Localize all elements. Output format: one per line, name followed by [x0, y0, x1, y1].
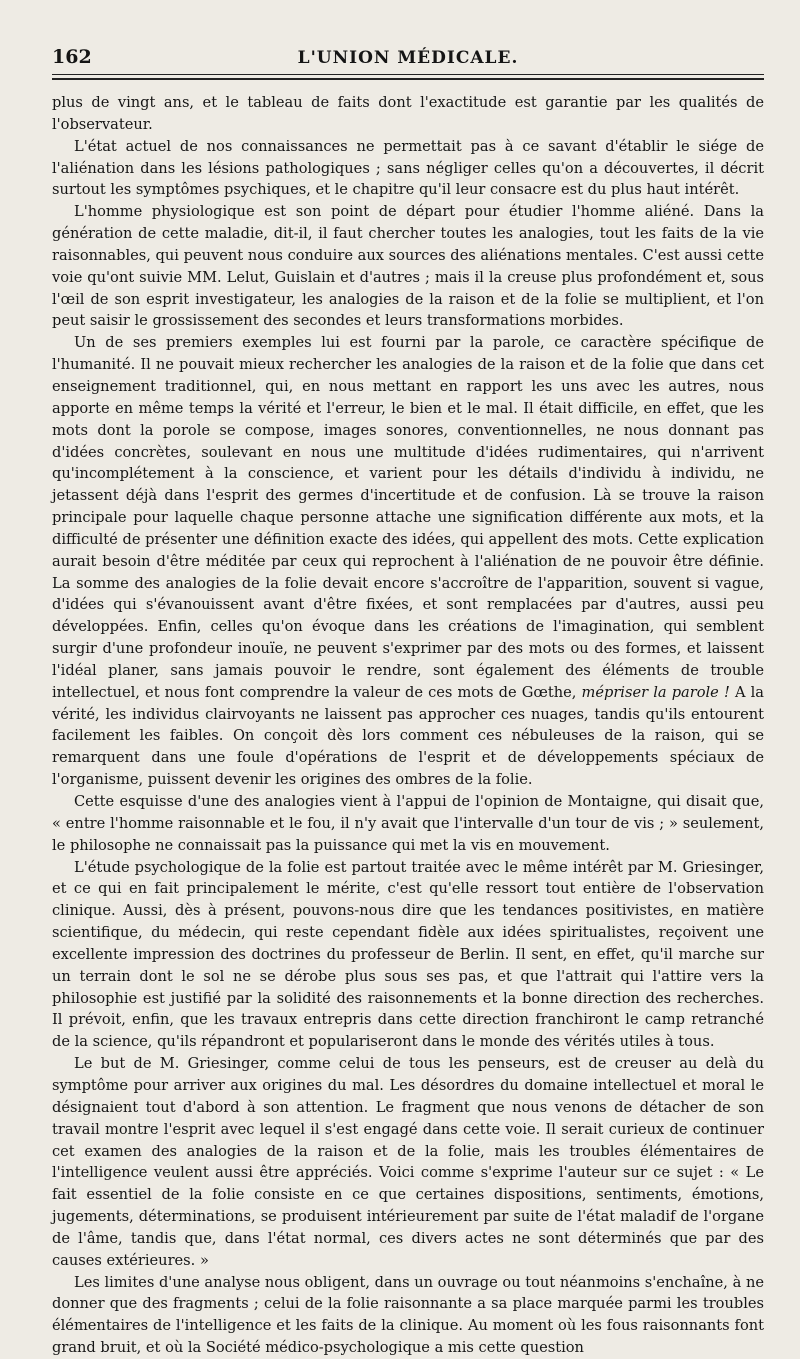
paragraph: Les limites d'une analyse nous obligent, dans un ouvrage ou tout néanmoins s'enchaîne, à ne donner que des fragments ; celui de la folie raisonnante a sa place marquée parmi les troubles élémentaires de l'intelligence et les faits de la clinique. Au moment où les fous raisonnants font grand bruit, et où la Société médico-psychologique a mis cette question [52, 1273, 764, 1357]
paragraph: L'état actuel de nos connaissances ne permettait pas à ce savant d'établir le siége de l'aliénation dans les lésions pathologiques ; sans négliger celles qu'on a découvertes, il décrit surtout les symptômes psychiques, et le chapitre qu'il leur consacre est du plus haut intérêt. [52, 137, 764, 199]
paragraph: Cette esquisse d'une des analogies vient à l'appui de l'opinion de Montaigne, qui disait que, « entre l'homme raisonnable et le fou, il n'y avait que l'intervalle d'un tour de vis ; » seulement, le philosophe ne connaissait pas la puissance qui met la vis en mouvement. [52, 793, 764, 854]
italic-quote: mépriser la parole ! [581, 683, 730, 701]
page-header [52, 44, 764, 75]
header-rule [52, 78, 764, 80]
paragraph: Un de ses premiers exemples lui est fourni par la parole, ce caractère spécifique de l'humanité. Il ne pouvait mieux rechercher les analogies de la raison et de la folie que dans cet enseignement traditionnel, qui, en nous mettant en rapport les uns avec les autres, nous apporte en même temps la vérité et l'erreur, le bien et le mal. Il était difficile, en effet, que les mots dont la porole se compose, images sonores, conventionnelles, ne nous donnant pas d'idées concrètes, soulevant en nous une multitude d'idées rudimentaires, qui n'arrivent qu'incomplétement à la conscience, et varient pour les détails d'individu à individu, ne jetassent déjà dans l'esprit des germes d'incertitude et de confusion. Là se trouve la raison principale pour laquelle chaque personne attache une signification différente aux mots, et la difficulté de présenter une définition exacte des idées, qui appellent des mots. Cette explication aurait besoin d'être méditée par ceux qui reprochent à l'aliénation de ne pouvoir être définie. La somme des analogies de la folie devait encore s'accroître de l'apparition, souvent si vague, d'idées qui s'évanouissent avant d'être fixées, et sont remplacées par d'autres, aussi peu développées. Enfin, celles qu'on évoque dans les créations de l'imagination, qui semblent surgir d'une profondeur inouïe, ne peuvent s'exprimer par des mots ou des formes, et laissent l'idéal planer, sans jamais pouvoir le rendre, sont également des éléments de trouble intellectuel, et nous font comprendre la valeur de ces mots de Gœthe, mépriser la parole ! A la vérité, les individus clairvoyants ne laissent pas approcher ces nuages, tandis qu'ils entourent facilement les faibles. On conçoit dès lors comment ces nébuleuses de la raison, qui se remarquent dans une foule d'opérations de l'esprit et de développements spéciaux de l'organisme, puissent devenir les origines des ombres de la folie. [52, 334, 765, 789]
paragraph: L'homme physiologique est son point de départ pour étudier l'homme aliéné. Dans la génération de cette maladie, dit-il, il faut chercher toutes les analogies, tout les faits de la vie raisonnables, qui peuvent nous conduire aux sources des aliénations mentales. C'est aussi cette voie qu'ont suivie MM. Lelut, Guislain et d'autres ; mais il la creuse plus profondément et, sous l'œil de son esprit investigateur, les analogies de la raison et de la folie se multiplient, et l'on peut saisir le grossissement des secondes et leurs transformations morbides. [52, 203, 764, 330]
paragraph: L'étude psychologique de la folie est partout traitée avec le même intérêt par M. Griesinger, et ce qui en fait principalement le mérite, c'est qu'elle ressort tout entière de l'observation clinique. Aussi, dès à présent, pouvons-nous dire que les tendances positivistes, en matière scientifique, du médecin, qui reste cependant fidèle aux idées spiritualistes, reçoivent une excellente impression des doctrines du professeur de Berlin. Il sent, en effet, qu'il marche sur un terrain dont le sol ne se dérobe plus sous ses pas, et que l'attrait qui l'attire vers la philosophie est justifié par la solidité des raisonnements et la bonne direction des recherches. Il prévoit, enfin, que les travaux entrepris dans cette direction franchiront le camp retranché de la science, qu'ils répandront et populariseront dans le monde des vérités utiles à tous. [52, 858, 764, 1051]
page-number: 162 [52, 46, 92, 68]
body-text [52, 92, 764, 1359]
paragraph: Le but de M. Griesinger, comme celui de tous les penseurs, est de creuser au delà du symptôme pour arriver aux origines du mal. Les désordres du domaine intellectuel et moral le désignaient tout d'abord à son attention. Le fragment que nous venons de détacher de son travail montre l'esprit avec lequel il s'est engagé dans cette voie. Il serait curieux de continuer cet examen des analogies de la raison et de la folie, mais les troubles élémentaires de l'intelligence veulent aussi être appréciés. Voici comme s'exprime l'auteur sur ce sujet : « Le fait essentiel de la folie consiste en ce que certaines dispositions, sentiments, émotions, jugements, déterminations, se produisent intérieurement par suite de l'état maladif de l'organe de l'âme, tandis que, dans l'état normal, ces divers actes ne sont déterminés que par des causes extérieures. » [52, 1055, 764, 1269]
paragraph: plus de vingt ans, et le tableau de faits dont l'exactitude est garantie par les qualités de l'observateur. [52, 94, 764, 133]
journal-title: L'UNION MÉDICALE. [297, 48, 519, 68]
